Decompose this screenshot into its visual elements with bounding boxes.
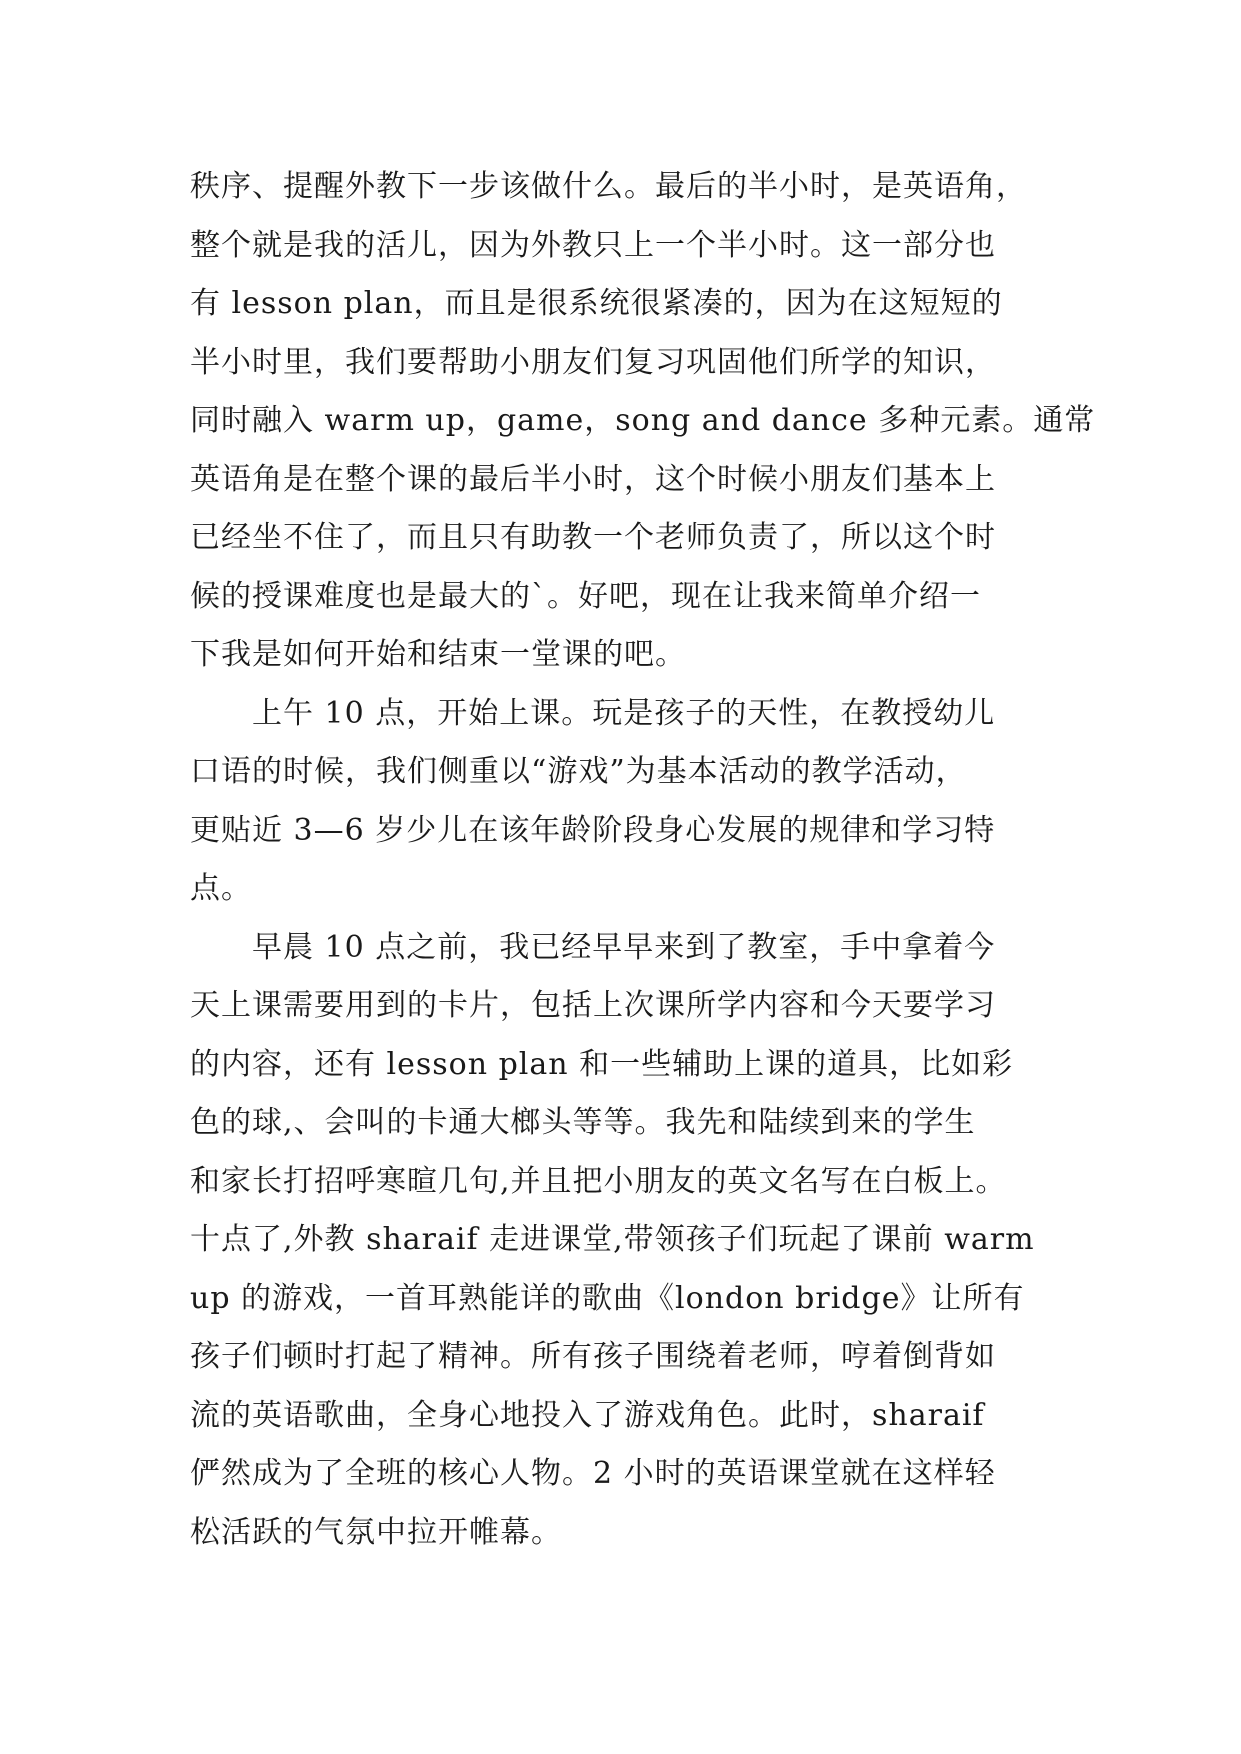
text-line: 更贴近 3—6 岁少儿在该年龄阶段身心发展的规律和学习特 — [190, 812, 996, 848]
text-line: 下我是如何开始和结束一堂课的吧。 — [190, 637, 686, 672]
text-line: up 的游戏，一首耳熟能详的歌曲《london bridge》让所有 — [190, 1280, 1025, 1316]
text-line: 候的授课难度也是最大的`。好吧，现在让我来简单介绍一 — [190, 578, 981, 614]
text-line: 点。 — [190, 871, 252, 906]
text-line: 口语的时候，我们侧重以“游戏”为基本活动的教学活动， — [190, 754, 967, 789]
text-line: 整个就是我的活儿，因为外教只上一个半小时。这一部分也 — [190, 227, 996, 263]
text-line: 十点了,外教 sharaif 走进课堂,带领孩子们玩起了课前 warm — [190, 1222, 1035, 1257]
text-line: 流的英语歌曲，全身心地投入了游戏角色。此时，sharaif — [190, 1397, 985, 1433]
text-line: 早晨 10 点之前，我已经早早来到了教室，手中拿着今 — [190, 929, 996, 965]
text-line: 天上课需要用到的卡片，包括上次课所学内容和今天要学习 — [190, 988, 996, 1023]
text-line: 同时融入 warm up，game，song and dance 多种元素。通常 — [190, 403, 1096, 438]
text-line: 俨然成为了全班的核心人物。2 小时的英语课堂就在这样轻 — [190, 1456, 996, 1491]
text-line: 已经坐不住了，而且只有助教一个老师负责了，所以这个时 — [190, 520, 996, 555]
text-line: 和家长打招呼寒暄几句,并且把小朋友的英文名写在白板上。 — [190, 1163, 1007, 1199]
paragraph — [190, 919, 1060, 1563]
body-text — [190, 158, 1096, 1562]
text-line: 色的球,、会叫的卡通大榔头等等。我先和陆续到来的学生 — [190, 1105, 976, 1140]
text-line: 秩序、提醒外教下一步该做什么。最后的半小时，是英语角， — [190, 169, 1027, 204]
text-line: 上午 10 点，开始上课。玩是孩子的天性，在教授幼儿 — [190, 695, 996, 731]
text-line: 有 lesson plan，而且是很系统很紧凑的，因为在这短短的 — [190, 286, 1003, 321]
text-line: 松活跃的气氛中拉开帷幕。 — [190, 1514, 562, 1550]
text-line: 孩子们顿时打起了精神。所有孩子围绕着老师，哼着倒背如 — [190, 1339, 996, 1374]
text-line: 英语角是在整个课的最后半小时，这个时候小朋友们基本上 — [190, 461, 996, 497]
text-line: 半小时里，我们要帮助小朋友们复习巩固他们所学的知识， — [190, 344, 996, 380]
paragraph — [190, 158, 1096, 685]
text-line: 的内容，还有 lesson plan 和一些辅助上课的道具，比如彩 — [190, 1046, 1014, 1082]
paragraph — [190, 685, 1060, 919]
